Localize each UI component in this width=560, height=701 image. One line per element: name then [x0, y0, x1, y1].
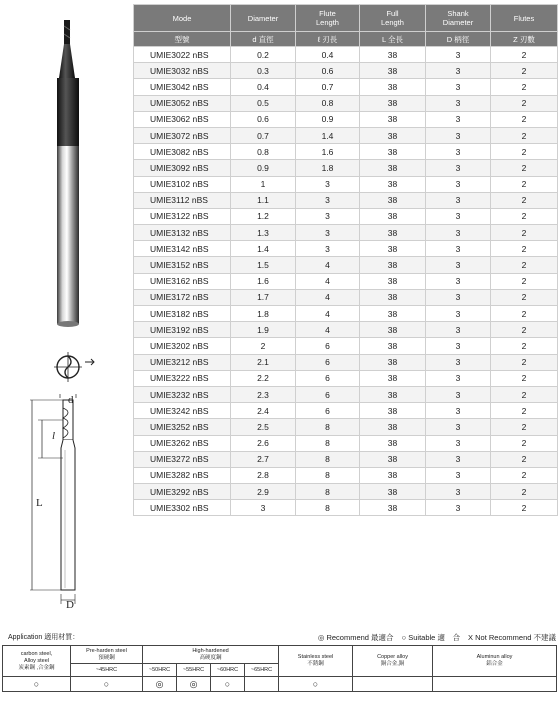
- cell-flute-length: 8: [296, 467, 360, 483]
- cell-shank-diameter: 3: [426, 435, 491, 451]
- app-group-copper: Copper alloy 銅合金,銅: [353, 646, 433, 677]
- app-group-preharden: Pre-harden steel 預硬鋼: [71, 646, 143, 664]
- hardness-45: ~45HRC: [71, 664, 143, 677]
- cell-flute-length: 1.4: [296, 127, 360, 143]
- cell-full-length: 38: [360, 160, 426, 176]
- cell-full-length: 38: [360, 273, 426, 289]
- cell-diameter: 2: [231, 338, 296, 354]
- sym-60hrc: ○: [211, 677, 245, 692]
- cell-full-length: 38: [360, 306, 426, 322]
- cell-shank-diameter: 3: [426, 419, 491, 435]
- table-row: [134, 225, 558, 241]
- cell-mode: UMIE3282 nBS: [134, 467, 231, 483]
- header-flute-length: Flute Length: [296, 5, 360, 32]
- table-row: [134, 79, 558, 95]
- cell-flute-length: 3: [296, 176, 360, 192]
- cell-mode: UMIE3272 nBS: [134, 451, 231, 467]
- cell-shank-diameter: 3: [426, 160, 491, 176]
- cell-shank-diameter: 3: [426, 225, 491, 241]
- cell-full-length: 38: [360, 467, 426, 483]
- cell-full-length: 38: [360, 289, 426, 305]
- cell-full-length: 38: [360, 47, 426, 63]
- cell-flutes: 2: [491, 257, 558, 273]
- cell-flutes: 2: [491, 386, 558, 402]
- cell-flutes: 2: [491, 79, 558, 95]
- cell-diameter: 1.4: [231, 241, 296, 257]
- cell-full-length: 38: [360, 484, 426, 500]
- cell-flutes: 2: [491, 241, 558, 257]
- cell-diameter: 2.7: [231, 451, 296, 467]
- table-row: [134, 419, 558, 435]
- cell-flute-length: 0.9: [296, 111, 360, 127]
- cell-flutes: 2: [491, 225, 558, 241]
- cell-full-length: 38: [360, 63, 426, 79]
- cell-shank-diameter: 3: [426, 322, 491, 338]
- cell-diameter: 1.3: [231, 225, 296, 241]
- table-row: [134, 111, 558, 127]
- application-table: [2, 645, 557, 692]
- cell-full-length: 38: [360, 111, 426, 127]
- cell-flute-length: 8: [296, 484, 360, 500]
- cell-flute-length: 6: [296, 370, 360, 386]
- subheader-flutes: Z 刃數: [491, 32, 558, 47]
- cell-mode: UMIE3262 nBS: [134, 435, 231, 451]
- table-row: [134, 435, 558, 451]
- cell-full-length: 38: [360, 403, 426, 419]
- cell-mode: UMIE3122 nBS: [134, 208, 231, 224]
- table-row: [134, 354, 558, 370]
- cell-flutes: 2: [491, 208, 558, 224]
- hardness-50: ~50HRC: [143, 664, 177, 677]
- cell-shank-diameter: 3: [426, 386, 491, 402]
- cell-mode: UMIE3062 nBS: [134, 111, 231, 127]
- cell-diameter: 2.1: [231, 354, 296, 370]
- table-row: [134, 500, 558, 516]
- end-mill-photo: [43, 18, 95, 328]
- cell-diameter: 0.9: [231, 160, 296, 176]
- cell-shank-diameter: 3: [426, 144, 491, 160]
- cell-flutes: 2: [491, 403, 558, 419]
- cell-mode: UMIE3162 nBS: [134, 273, 231, 289]
- cell-full-length: 38: [360, 257, 426, 273]
- cell-mode: UMIE3302 nBS: [134, 500, 231, 516]
- cell-mode: UMIE3032 nBS: [134, 63, 231, 79]
- cell-flutes: 2: [491, 289, 558, 305]
- cell-shank-diameter: 3: [426, 95, 491, 111]
- table-row: [134, 47, 558, 63]
- cell-diameter: 1.8: [231, 306, 296, 322]
- cell-diameter: 2.9: [231, 484, 296, 500]
- flute-cross-section: [52, 350, 96, 384]
- cell-diameter: 2.2: [231, 370, 296, 386]
- hardness-65: ~65HRC: [245, 664, 279, 677]
- table-row: [134, 95, 558, 111]
- legend-not-recommend: X Not Recommend 不建議: [468, 633, 556, 642]
- cell-flute-length: 8: [296, 419, 360, 435]
- cell-shank-diameter: 3: [426, 79, 491, 95]
- sym-preharden: ○: [71, 677, 143, 692]
- legend-suitable: ○ Suitable 適 合: [401, 633, 460, 642]
- table-row: [134, 273, 558, 289]
- cell-flute-length: 3: [296, 192, 360, 208]
- cell-diameter: 2.6: [231, 435, 296, 451]
- cell-mode: UMIE3252 nBS: [134, 419, 231, 435]
- cell-diameter: 2.5: [231, 419, 296, 435]
- subheader-diameter: d 直徑: [231, 32, 296, 47]
- cell-flute-length: 4: [296, 289, 360, 305]
- cell-shank-diameter: 3: [426, 484, 491, 500]
- cell-mode: UMIE3182 nBS: [134, 306, 231, 322]
- cell-mode: UMIE3202 nBS: [134, 338, 231, 354]
- cell-shank-diameter: 3: [426, 192, 491, 208]
- cell-flutes: 2: [491, 354, 558, 370]
- cell-flutes: 2: [491, 484, 558, 500]
- legend-recommend: ◎ Recommend 最適合: [317, 633, 394, 642]
- cell-flutes: 2: [491, 322, 558, 338]
- sym-65hrc: [245, 677, 279, 692]
- cell-shank-diameter: 3: [426, 63, 491, 79]
- cell-flute-length: 0.4: [296, 47, 360, 63]
- cell-flute-length: 6: [296, 338, 360, 354]
- cell-mode: UMIE3212 nBS: [134, 354, 231, 370]
- cell-diameter: 1.2: [231, 208, 296, 224]
- spec-table-body: [134, 47, 558, 516]
- table-row: [134, 322, 558, 338]
- header-shank-diameter: Shank Diameter: [426, 5, 491, 32]
- cell-diameter: 1.1: [231, 192, 296, 208]
- cell-flutes: 2: [491, 127, 558, 143]
- cell-diameter: 0.3: [231, 63, 296, 79]
- app-group-aluminum: Aluminun alloy 鋁合金: [433, 646, 557, 677]
- header-mode: Mode: [134, 5, 231, 32]
- cell-shank-diameter: 3: [426, 47, 491, 63]
- cell-diameter: 0.7: [231, 127, 296, 143]
- cell-flute-length: 8: [296, 451, 360, 467]
- app-group-stainless: Stainless steel 不銹鋼: [279, 646, 353, 677]
- cell-flutes: 2: [491, 192, 558, 208]
- cell-full-length: 38: [360, 241, 426, 257]
- cell-full-length: 38: [360, 192, 426, 208]
- cell-flute-length: 8: [296, 500, 360, 516]
- cell-diameter: 0.5: [231, 95, 296, 111]
- cell-full-length: 38: [360, 95, 426, 111]
- table-row: [134, 403, 558, 419]
- cell-diameter: 3: [231, 500, 296, 516]
- cell-shank-diameter: 3: [426, 403, 491, 419]
- cell-shank-diameter: 3: [426, 338, 491, 354]
- app-group-carbon: carbon steel, Alloy steel 炭素鋼 ,合金鋼: [3, 646, 71, 677]
- table-row: [134, 208, 558, 224]
- cell-full-length: 38: [360, 435, 426, 451]
- cell-diameter: 1: [231, 176, 296, 192]
- cell-flutes: 2: [491, 467, 558, 483]
- cell-diameter: 0.6: [231, 111, 296, 127]
- cell-diameter: 2.8: [231, 467, 296, 483]
- cell-shank-diameter: 3: [426, 467, 491, 483]
- cell-mode: UMIE3052 nBS: [134, 95, 231, 111]
- cell-mode: UMIE3082 nBS: [134, 144, 231, 160]
- cell-diameter: 2.3: [231, 386, 296, 402]
- cell-flutes: 2: [491, 95, 558, 111]
- cell-mode: UMIE3072 nBS: [134, 127, 231, 143]
- sym-stainless: ○: [279, 677, 353, 692]
- cell-mode: UMIE3042 nBS: [134, 79, 231, 95]
- cell-full-length: 38: [360, 144, 426, 160]
- cell-flute-length: 1.6: [296, 144, 360, 160]
- table-row: [134, 306, 558, 322]
- cell-full-length: 38: [360, 338, 426, 354]
- cell-mode: UMIE3192 nBS: [134, 322, 231, 338]
- subheader-full-length: L 全長: [360, 32, 426, 47]
- subheader-mode: 型號: [134, 32, 231, 47]
- subheader-shank-diameter: D 柄徑: [426, 32, 491, 47]
- cell-full-length: 38: [360, 419, 426, 435]
- cell-diameter: 2.4: [231, 403, 296, 419]
- cell-diameter: 0.4: [231, 79, 296, 95]
- cell-shank-diameter: 3: [426, 354, 491, 370]
- cell-diameter: 1.9: [231, 322, 296, 338]
- table-row: [134, 467, 558, 483]
- table-row: [134, 144, 558, 160]
- table-row: [134, 370, 558, 386]
- cell-flute-length: 4: [296, 273, 360, 289]
- cell-shank-diameter: 3: [426, 176, 491, 192]
- cell-full-length: 38: [360, 500, 426, 516]
- sym-50hrc: ◎: [143, 677, 177, 692]
- cell-flute-length: 3: [296, 208, 360, 224]
- cell-flutes: 2: [491, 338, 558, 354]
- cell-shank-diameter: 3: [426, 257, 491, 273]
- cell-shank-diameter: 3: [426, 451, 491, 467]
- cell-flutes: 2: [491, 500, 558, 516]
- cell-full-length: 38: [360, 354, 426, 370]
- cell-flute-length: 4: [296, 306, 360, 322]
- cell-flute-length: 4: [296, 322, 360, 338]
- cell-flutes: 2: [491, 176, 558, 192]
- app-group-high-hardened: High-hardened 高硬度鋼: [143, 646, 279, 664]
- cell-flute-length: 3: [296, 225, 360, 241]
- cell-diameter: 1.6: [231, 273, 296, 289]
- cell-flutes: 2: [491, 144, 558, 160]
- cell-flute-length: 6: [296, 403, 360, 419]
- table-row: [134, 127, 558, 143]
- cell-full-length: 38: [360, 370, 426, 386]
- cell-full-length: 38: [360, 225, 426, 241]
- cell-flutes: 2: [491, 63, 558, 79]
- cell-flutes: 2: [491, 111, 558, 127]
- hardness-55: ~55HRC: [177, 664, 211, 677]
- cell-mode: UMIE3112 nBS: [134, 192, 231, 208]
- cell-flute-length: 4: [296, 257, 360, 273]
- sym-aluminum: [433, 677, 557, 692]
- cell-mode: UMIE3092 nBS: [134, 160, 231, 176]
- cell-diameter: 1.5: [231, 257, 296, 273]
- table-row: [134, 451, 558, 467]
- cell-mode: UMIE3152 nBS: [134, 257, 231, 273]
- cell-diameter: 1.7: [231, 289, 296, 305]
- cell-mode: UMIE3292 nBS: [134, 484, 231, 500]
- table-row: [134, 289, 558, 305]
- cell-diameter: 0.8: [231, 144, 296, 160]
- label-d: d: [68, 394, 74, 406]
- table-row: [134, 241, 558, 257]
- table-row: [134, 192, 558, 208]
- cell-flute-length: 1.8: [296, 160, 360, 176]
- cell-flutes: 2: [491, 160, 558, 176]
- cell-full-length: 38: [360, 176, 426, 192]
- cell-flutes: 2: [491, 435, 558, 451]
- cell-flutes: 2: [491, 47, 558, 63]
- label-l: l: [52, 430, 56, 442]
- cell-shank-diameter: 3: [426, 241, 491, 257]
- label-D: D: [66, 599, 74, 611]
- label-L: L: [36, 497, 43, 509]
- cell-full-length: 38: [360, 127, 426, 143]
- cell-flute-length: 0.8: [296, 95, 360, 111]
- cell-full-length: 38: [360, 208, 426, 224]
- cell-flute-length: 8: [296, 435, 360, 451]
- cell-mode: UMIE3232 nBS: [134, 386, 231, 402]
- cell-full-length: 38: [360, 322, 426, 338]
- cell-shank-diameter: 3: [426, 306, 491, 322]
- header-full-length: Full Length: [360, 5, 426, 32]
- cell-full-length: 38: [360, 386, 426, 402]
- cell-diameter: 0.2: [231, 47, 296, 63]
- application-title: Application 適用材質：: [8, 634, 80, 641]
- cell-mode: UMIE3132 nBS: [134, 225, 231, 241]
- cell-mode: UMIE3102 nBS: [134, 176, 231, 192]
- cell-mode: UMIE3142 nBS: [134, 241, 231, 257]
- cell-shank-diameter: 3: [426, 289, 491, 305]
- cell-flutes: 2: [491, 419, 558, 435]
- table-row: [134, 176, 558, 192]
- cell-shank-diameter: 3: [426, 273, 491, 289]
- cell-full-length: 38: [360, 451, 426, 467]
- cell-shank-diameter: 3: [426, 127, 491, 143]
- cell-mode: UMIE3222 nBS: [134, 370, 231, 386]
- cell-flute-length: 6: [296, 386, 360, 402]
- table-row: [134, 257, 558, 273]
- cell-flutes: 2: [491, 370, 558, 386]
- cell-shank-diameter: 3: [426, 370, 491, 386]
- cell-flute-length: 6: [296, 354, 360, 370]
- table-row: [134, 160, 558, 176]
- header-diameter: Diameter: [231, 5, 296, 32]
- cell-flutes: 2: [491, 273, 558, 289]
- sym-copper: [353, 677, 433, 692]
- table-row: [134, 338, 558, 354]
- cell-mode: UMIE3022 nBS: [134, 47, 231, 63]
- subheader-flute-length: ℓ 刃長: [296, 32, 360, 47]
- cell-mode: UMIE3172 nBS: [134, 289, 231, 305]
- cell-shank-diameter: 3: [426, 111, 491, 127]
- cell-flutes: 2: [491, 306, 558, 322]
- sym-55hrc: ◎: [177, 677, 211, 692]
- legend: [312, 632, 556, 643]
- cell-shank-diameter: 3: [426, 208, 491, 224]
- cell-flute-length: 0.7: [296, 79, 360, 95]
- cell-shank-diameter: 3: [426, 500, 491, 516]
- cell-flute-length: 0.6: [296, 63, 360, 79]
- header-flutes: Flutes: [491, 5, 558, 32]
- cell-flute-length: 3: [296, 241, 360, 257]
- cell-full-length: 38: [360, 79, 426, 95]
- table-row: [134, 386, 558, 402]
- spec-table: [133, 4, 558, 516]
- sym-carbon: ○: [3, 677, 71, 692]
- hardness-60: ~60HRC: [211, 664, 245, 677]
- cell-flutes: 2: [491, 451, 558, 467]
- table-row: [134, 63, 558, 79]
- cell-mode: UMIE3242 nBS: [134, 403, 231, 419]
- table-row: [134, 484, 558, 500]
